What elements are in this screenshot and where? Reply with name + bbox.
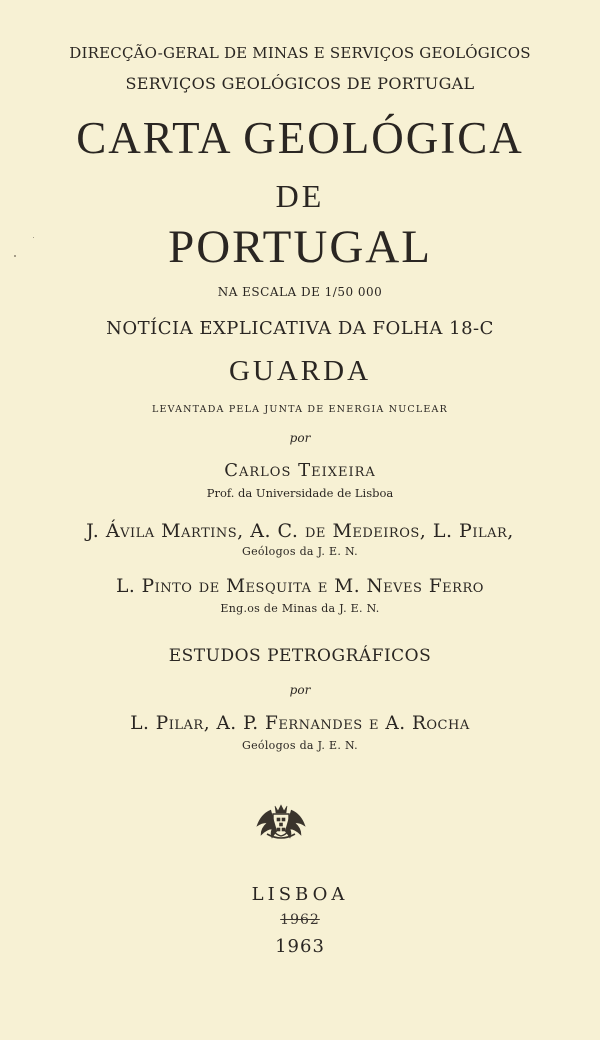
author-3-role: Eng.os de Minas da J. E. N. <box>220 602 380 615</box>
scale-line: NA ESCALA DE 1/50 000 <box>217 285 383 299</box>
author-1-role: Prof. da Universidade de Lisboa <box>206 486 394 500</box>
surveyed-by-line: LEVANTADA PELA JUNTA DE ENERGIA NUCLEAR <box>152 404 448 415</box>
notice-line: NOTÍCIA EXPLICATIVA DA FOLHA 18-C <box>106 318 494 339</box>
petrographic-heading: ESTUDOS PETROGRÁFICOS <box>168 646 432 666</box>
paper-speck <box>14 255 16 257</box>
author-2-role: Geólogos da J. E. N. <box>242 545 358 558</box>
imprint-struck-year: 1962 <box>280 912 320 928</box>
author-2: J. Ávila Martins, A. C. de Medeiros, L. Pilar, <box>86 520 514 542</box>
petrographic-by-label: por <box>289 683 311 697</box>
directorate-line: DIRECÇÃO-GERAL DE MINAS E SERVIÇOS GEOLÓGICOS <box>69 44 531 62</box>
service-line: SERVIÇOS GEOLÓGICOS DE PORTUGAL <box>125 74 475 93</box>
title-line-2: DE <box>275 178 325 214</box>
author-1: Carlos Teixeira <box>224 460 376 481</box>
sheet-name: GUARDA <box>228 355 372 387</box>
author-3: L. Pinto de Mesquita e M. Neves Ferro <box>116 576 484 597</box>
petrographic-role: Geólogos da J. E. N. <box>242 739 358 752</box>
title-line-1: CARTA GEOLÓGICA <box>76 113 524 163</box>
imprint-city: LISBOA <box>251 884 349 905</box>
by-label: por <box>289 431 311 445</box>
imprint-year: 1963 <box>275 936 325 957</box>
coat-of-arms-icon <box>253 800 309 842</box>
title-line-3: PORTUGAL <box>168 221 432 273</box>
petrographic-authors: L. Pilar, A. P. Fernandes e A. Rocha <box>130 713 470 734</box>
paper-speck <box>33 237 34 238</box>
